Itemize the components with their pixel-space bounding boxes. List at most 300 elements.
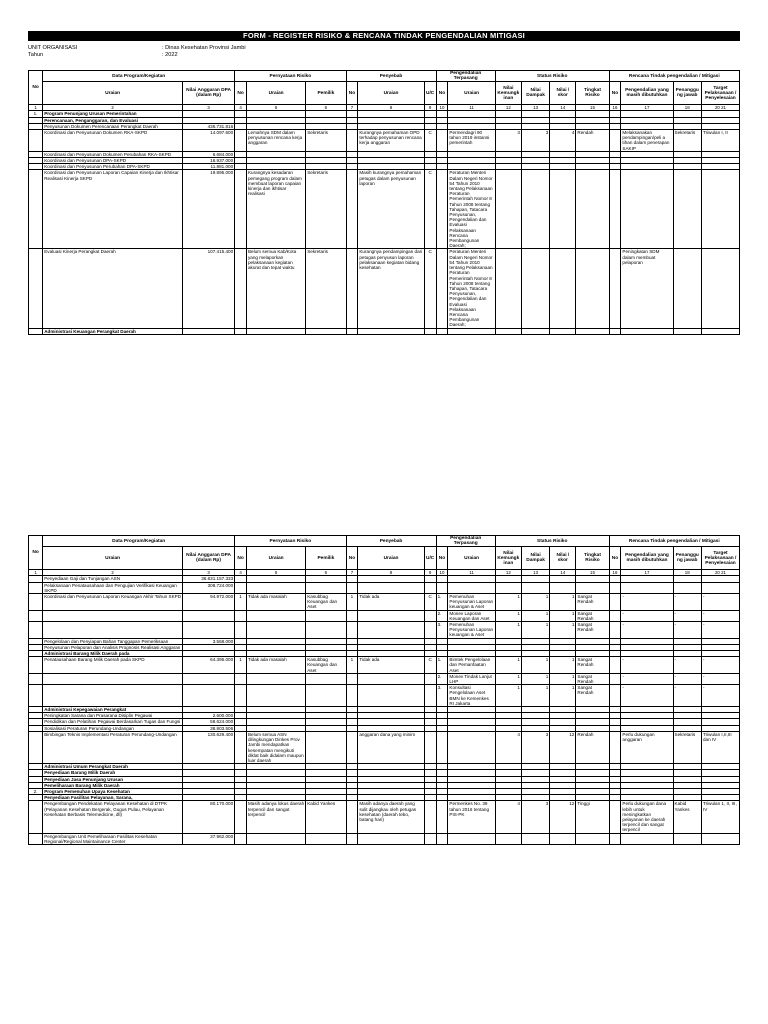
column-number: 5 xyxy=(246,105,305,111)
cell-budget: 37.962.000 xyxy=(183,833,235,844)
cell-l: 1 xyxy=(495,610,521,621)
header-no: No xyxy=(29,71,43,105)
cell-cno xyxy=(346,610,358,621)
cell-rno xyxy=(235,582,247,593)
cell-budget: 80.170.000 xyxy=(183,801,235,833)
cell-rno xyxy=(235,673,247,684)
meta-unit-organisasi xyxy=(28,45,246,52)
cell-pno xyxy=(436,170,448,249)
group-header-program: Data Program/Kegiatan xyxy=(43,536,235,547)
column-number: 9 xyxy=(424,105,436,111)
cell-no xyxy=(29,685,43,707)
group-header-plan: Rencana Tindak pengendalian / Mitigasi xyxy=(609,71,739,82)
cell-uc: C xyxy=(424,657,436,674)
column-number: 4 xyxy=(235,105,247,111)
cell-l xyxy=(495,582,521,593)
cell-rno xyxy=(235,328,247,334)
cell-pno: 2. xyxy=(436,610,448,621)
cell-program xyxy=(43,673,183,684)
column-header: No xyxy=(609,82,621,105)
cell-l: 1 xyxy=(495,622,521,639)
cell-budget: 2.600.000 xyxy=(183,713,235,719)
table-row xyxy=(29,685,740,707)
cell-cause xyxy=(358,582,424,593)
column-header: Nilai Anggaran DPA (dalam Rp) xyxy=(183,82,235,105)
column-header: No xyxy=(235,547,247,570)
cell-control: Konsultasi Pengelolaan Aset BMN ke Kemenkes RI Jakarta xyxy=(448,685,495,707)
cell-owner xyxy=(306,328,346,334)
column-header: Pemilik xyxy=(306,82,346,105)
cell-level xyxy=(576,170,609,249)
column-header: U/C xyxy=(424,547,436,570)
column-header: Nilai / skor xyxy=(550,82,576,105)
column-header: Uraian xyxy=(358,547,424,570)
cell-no xyxy=(29,328,43,334)
column-header: Uraian xyxy=(448,547,495,570)
column-number: 3 xyxy=(183,105,235,111)
column-number: 12 xyxy=(495,105,521,111)
cell-budget: 16.937.000 xyxy=(183,158,235,164)
cell-program: Pengembangan Unit Pemeliharaan Fasilitas Kesehatan Regional/Regional Maintainance Center xyxy=(43,833,183,844)
cell-program: Koordinasi dan Penyusunan Perubahan DPA-SKPD xyxy=(43,164,183,170)
cell-target xyxy=(701,582,739,593)
cell-s: 1 xyxy=(550,594,576,611)
column-number: 20 xyxy=(714,570,720,576)
cell-level: Sangat Rendah xyxy=(576,685,609,707)
cell-mno xyxy=(609,673,621,684)
cell-program: Koordinasi dan Penyusunan DPA-SKPD xyxy=(43,158,183,164)
column-header: Uraian xyxy=(246,82,305,105)
group-header-control: Pengendalian Terpasang xyxy=(436,536,495,547)
column-header: Uraian xyxy=(358,82,424,105)
cell-owner xyxy=(306,833,346,844)
cell-program: Penatausahaan Barang Milik Daerah pada SKPD xyxy=(43,657,183,674)
cell-pno xyxy=(436,328,448,334)
cell-owner: Sekretaris xyxy=(306,130,346,152)
cell-uc xyxy=(424,685,436,707)
cell-d: 1 xyxy=(521,685,549,707)
cell-no xyxy=(29,170,43,249)
cell-pic: Sekretaris xyxy=(673,731,701,763)
cell-mno xyxy=(609,622,621,639)
cell-l xyxy=(495,170,521,249)
column-header: Pemilik xyxy=(306,547,346,570)
cell-budget: 107.415.400 xyxy=(183,249,235,328)
cell-rno xyxy=(235,731,247,763)
column-number: 18 xyxy=(673,105,701,111)
cell-pno xyxy=(436,833,448,844)
cell-need: - xyxy=(621,610,673,621)
cell-risk: Tidak ada masalah xyxy=(246,594,305,611)
cell-owner: Sekretaris xyxy=(306,249,346,328)
cell-need xyxy=(621,833,673,844)
cell-d xyxy=(521,328,549,334)
cell-need: - xyxy=(621,622,673,639)
cell-mno xyxy=(609,801,621,833)
cell-program: Penyediaan Jasa Penunjang Urusan xyxy=(43,776,183,782)
cell-cno xyxy=(346,833,358,844)
cell-program: Penyusunan Dokumen Perencanaan Perangkat Daerah xyxy=(43,123,183,129)
cell-cause: anggaran dana yang minim xyxy=(358,731,424,763)
cell-rno xyxy=(235,685,247,707)
cell-s xyxy=(550,833,576,844)
cell-s: 1 xyxy=(550,657,576,674)
cell-control xyxy=(448,582,495,593)
cell-control: Monev Laporan Keuangan dan Aset xyxy=(448,610,495,621)
cell-cause: Tidak ada xyxy=(358,657,424,674)
cell-cause xyxy=(358,685,424,707)
cell-cause xyxy=(358,673,424,684)
cell-s: 1 xyxy=(550,610,576,621)
cell-cause xyxy=(358,622,424,639)
group-header-program: Data Program/Kegiatan xyxy=(43,71,235,82)
cell-budget: 94.972.000 xyxy=(183,594,235,611)
cell-owner: Kasubbag Keuangan dan Aset xyxy=(306,594,346,611)
column-header: No xyxy=(346,82,358,105)
cell-pic xyxy=(673,833,701,844)
cell-rno xyxy=(235,130,247,152)
cell-need: - xyxy=(621,673,673,684)
cell-target: - xyxy=(701,610,739,621)
cell-l xyxy=(495,249,521,328)
column-number: 20 xyxy=(714,105,720,111)
cell-uc xyxy=(424,731,436,763)
column-number: 14 xyxy=(550,570,576,576)
cell-pic: - xyxy=(673,594,701,611)
cell-program: Bimbingan Teknis Implementasi Peraturan Perundang-Undangan xyxy=(43,731,183,763)
cell-uc xyxy=(424,610,436,621)
cell-s: 4 xyxy=(550,130,576,152)
meta-value: : 2022 xyxy=(162,52,178,58)
cell-s xyxy=(550,582,576,593)
cell-l: 1 xyxy=(495,657,521,674)
cell-program: Penyediaan Fasilitas Pelayanan, Sarana, xyxy=(43,795,183,801)
cell-d: 1 xyxy=(521,610,549,621)
cell-owner: Kasubbag Keuangan dan Aset xyxy=(306,657,346,674)
cell-program: Pendidikan dan Pelatihan Pegawai Berdasarkan Tugas dan Fungsi xyxy=(43,719,183,725)
cell-control: Bimtek Pengelolaan dan Pemanfaatan Aset xyxy=(448,657,495,674)
cell-target: Triwulan I, II xyxy=(701,130,739,152)
cell-mno xyxy=(609,731,621,763)
cell-l: 3 xyxy=(495,130,521,152)
cell-risk: Belum semua ASN dilingkungan Dinkes Prov Jambi mendapatkan kesempatan mengikuti diklat baik didalam maupun luar daerah xyxy=(246,731,305,763)
column-number: 15 xyxy=(576,570,609,576)
cell-budget: 14.097.600 xyxy=(183,130,235,152)
cell-level: Sangat Rendah xyxy=(576,657,609,674)
cell-pic: Kabid Yankes xyxy=(673,801,701,833)
cell-cno: 1 xyxy=(346,594,358,611)
cell-need: - xyxy=(621,657,673,674)
cell-s: 1 xyxy=(550,685,576,707)
group-header-risk: Pernyataan Risiko xyxy=(235,536,346,547)
table-row xyxy=(29,170,740,249)
form-title: FORM - REGISTER RISIKO & RENCANA TINDAK PENGENDALIAN MITIGASI xyxy=(28,31,740,41)
column-header: No xyxy=(436,82,448,105)
column-header: Nilai Kemungkinan xyxy=(495,547,521,570)
cell-mno xyxy=(609,833,621,844)
cell-uc: C xyxy=(424,170,436,249)
cell-mno xyxy=(609,582,621,593)
cell-pno xyxy=(436,130,448,152)
group-header-plan: Rencana Tindak pengendalian / Mitigasi xyxy=(609,536,739,547)
cell-no xyxy=(29,130,43,152)
cell-program: Pengelolaan dan Penyiapan Bahan Tanggapan Pemeriksaan xyxy=(43,638,183,644)
cell-pic xyxy=(673,249,701,328)
cell-pno: 3. xyxy=(436,685,448,707)
column-header: Tingkat Risiko xyxy=(576,547,609,570)
column-header: U/C xyxy=(424,82,436,105)
group-header-status: Status Risiko xyxy=(495,536,609,547)
column-header: Penanggung jawab xyxy=(673,547,701,570)
cell-risk xyxy=(246,673,305,684)
cell-l: 1 xyxy=(495,685,521,707)
cell-rno xyxy=(235,170,247,249)
column-number: 7 xyxy=(346,105,358,111)
cell-d: 1 xyxy=(521,673,549,684)
cell-control: Pemenuhan Penyusunan Laporan keuangan & Aset xyxy=(448,622,495,639)
column-header: No xyxy=(235,82,247,105)
table-row xyxy=(29,249,740,328)
column-number: 11 xyxy=(448,570,495,576)
column-number: 21 xyxy=(721,105,726,111)
cell-cause xyxy=(358,610,424,621)
cell-budget xyxy=(183,328,235,334)
cell-cause: Tidak ada xyxy=(358,594,424,611)
cell-rno: 1 xyxy=(235,594,247,611)
cell-pic xyxy=(673,582,701,593)
cell-s xyxy=(550,249,576,328)
column-header: Pengendalian yang masih dibutuhkan xyxy=(621,547,673,570)
cell-uc xyxy=(424,801,436,833)
cell-d: 1 xyxy=(521,622,549,639)
cell-owner xyxy=(306,685,346,707)
cell-budget xyxy=(183,610,235,621)
column-header: Uraian xyxy=(43,547,183,570)
cell-mno xyxy=(609,328,621,334)
cell-program: Program Penunjang Urusan Pemerintahan xyxy=(43,111,183,117)
cell-d: 3 xyxy=(521,130,549,152)
cell-control: Peraturan Menteri Dalam Negeri Nomor 54 Tahun 2010 tentang Pelaksanaan Peraturan Pemerintah Nomor 8 Tahun 2008 tentang Tahapan, Tatacara Penyusunan, Pengendalian dan Evaluasi Pelaksanaan Rencana Pembangunan Daerah; xyxy=(448,249,495,328)
cell-uc xyxy=(424,833,436,844)
column-header: Target Pelaksanaan / Penyelesaian xyxy=(701,82,739,105)
cell-uc xyxy=(424,673,436,684)
cell-cno xyxy=(346,328,358,334)
column-number: 15 xyxy=(576,105,609,111)
cell-budget: 436.731.816 xyxy=(183,123,235,129)
cell-no xyxy=(29,731,43,763)
cell-program: Pemeliharaan Barang Milik Daerah xyxy=(43,782,183,788)
cell-mno xyxy=(609,685,621,707)
cell-l: 1 xyxy=(495,673,521,684)
column-header: No xyxy=(609,547,621,570)
section-row xyxy=(29,328,740,334)
column-header: Nilai Kemungkinan xyxy=(495,82,521,105)
cell-risk xyxy=(246,685,305,707)
cell-rno xyxy=(235,801,247,833)
cell-cno xyxy=(346,685,358,707)
cell-pno xyxy=(436,731,448,763)
cell-pno: 3. xyxy=(436,622,448,639)
cell-pno: 1. xyxy=(436,657,448,674)
column-header: Tingkat Risiko xyxy=(576,82,609,105)
column-header: Pengendalian yang masih dibutuhkan xyxy=(621,82,673,105)
cell-need xyxy=(621,328,673,334)
column-header: Nilai Anggaran DPA (dalam Rp) xyxy=(183,547,235,570)
column-header: Nilai Dampak xyxy=(521,547,549,570)
cell-no: 1. xyxy=(29,111,43,117)
cell-d: 1 xyxy=(521,657,549,674)
column-header-row xyxy=(29,82,740,105)
group-header-status: Status Risiko xyxy=(495,71,609,82)
cell-target xyxy=(701,833,739,844)
cell-mno xyxy=(609,594,621,611)
column-number: 3 xyxy=(183,570,235,576)
table-row xyxy=(29,130,740,152)
column-number: 9 xyxy=(424,570,436,576)
cell-rno xyxy=(235,610,247,621)
cell-l: 4 xyxy=(495,801,521,833)
cell-owner xyxy=(306,731,346,763)
table-row xyxy=(29,833,740,844)
column-number: 10 xyxy=(436,105,448,111)
cell-target: - xyxy=(701,673,739,684)
cell-program: Administrasi Barang Milik Daerah pada xyxy=(43,651,183,657)
cell-s xyxy=(550,328,576,334)
cell-target: - xyxy=(701,657,739,674)
column-number: 2 xyxy=(43,570,183,576)
cell-program: Administrasi Umum Perangkat Daerah xyxy=(43,764,183,770)
cell-pic xyxy=(673,328,701,334)
cell-program: Administrasi Kepegawaian Perangkat xyxy=(43,707,183,713)
cell-d xyxy=(521,833,549,844)
cell-l: 1 xyxy=(495,594,521,611)
cell-level: Sangat Rendah xyxy=(576,622,609,639)
cell-l xyxy=(495,328,521,334)
cell-program: Program Pemenuhan Upaya Kesehatan xyxy=(43,788,183,794)
column-number: 17 xyxy=(621,570,673,576)
cell-cause xyxy=(358,328,424,334)
table-row xyxy=(29,594,740,611)
cell-cause xyxy=(358,833,424,844)
cell-mno xyxy=(609,130,621,152)
cell-uc: C xyxy=(424,130,436,152)
cell-control xyxy=(448,833,495,844)
cell-pno xyxy=(436,801,448,833)
cell-program: Koordinasi dan Penyusunan Laporan Capaian Kinerja dan Ikhtisar Realisasi Kinerja SKPD xyxy=(43,170,183,249)
column-number: 6 xyxy=(306,570,346,576)
cell-budget: 130.629.400 xyxy=(183,731,235,763)
cell-need xyxy=(621,170,673,249)
cell-cause: Masih kurangnya pemahaman petugas dalam penyusunan laporan xyxy=(358,170,424,249)
column-header: Nilai Dampak xyxy=(521,82,549,105)
cell-budget: 64.395.000 xyxy=(183,657,235,674)
cell-no xyxy=(29,833,43,844)
cell-d: 3 xyxy=(521,801,549,833)
cell-cno xyxy=(346,731,358,763)
cell-need: Perlu dukungan anggaran xyxy=(621,731,673,763)
cell-no xyxy=(29,610,43,621)
cell-uc: C xyxy=(424,249,436,328)
column-header: No xyxy=(436,547,448,570)
cell-budget xyxy=(183,622,235,639)
cell-uc xyxy=(424,328,436,334)
cell-pic xyxy=(673,170,701,249)
cell-pno xyxy=(436,582,448,593)
cell-uc xyxy=(424,622,436,639)
cell-no xyxy=(29,673,43,684)
column-header: Target Pelaksanaan / Penyelesaian xyxy=(701,547,739,570)
cell-d: 3 xyxy=(521,731,549,763)
cell-rno: 1 xyxy=(235,657,247,674)
cell-program: Penyusunan Pelaporan dan Analisis Prognosis Realisasi Anggaran xyxy=(43,644,183,650)
cell-level: Rendah xyxy=(576,731,609,763)
cell-target xyxy=(701,328,739,334)
group-header-cause: Penyebab xyxy=(346,536,436,547)
table-row xyxy=(29,731,740,763)
meta-label: UNIT ORGANISASI xyxy=(28,45,78,51)
cell-program: Koordinasi dan Penyusunan Laporan Keuangan Akhir Tahun SKPD xyxy=(43,594,183,611)
cell-cno xyxy=(346,170,358,249)
cell-risk: Masih adanya lokus daerah terpencil dan sangat terpencil xyxy=(246,801,305,833)
group-header-row xyxy=(29,71,740,82)
cell-pic: Sekretaris xyxy=(673,130,701,152)
column-header: Uraian xyxy=(448,82,495,105)
cell-control: Permendagri 90 tahun 2019 instansi pemerintah xyxy=(448,130,495,152)
cell-risk xyxy=(246,582,305,593)
cell-s: 12 xyxy=(550,731,576,763)
cell-cno xyxy=(346,673,358,684)
column-number: 13 xyxy=(521,105,549,111)
table-row xyxy=(29,801,740,833)
cell-no xyxy=(29,249,43,328)
cell-uc: C xyxy=(424,594,436,611)
column-number: 11 xyxy=(448,105,495,111)
table-row xyxy=(29,673,740,684)
cell-risk: Kurangnya kesadaran pemegang program dalam membuat laporan capaian kinerja dan ikhtisar realisasi xyxy=(246,170,305,249)
column-number: 1 xyxy=(29,570,43,576)
group-header-cause: Penyebab xyxy=(346,71,436,82)
cell-risk: Tidak ada masalah xyxy=(246,657,305,674)
cell-control xyxy=(448,328,495,334)
cell-budget: 308.724.000 xyxy=(183,582,235,593)
cell-target xyxy=(701,170,739,249)
cell-risk xyxy=(246,610,305,621)
meta-value: : Dinas Kesehatan Provinsi Jambi xyxy=(162,45,246,51)
cell-d: 1 xyxy=(521,594,549,611)
cell-rno xyxy=(235,622,247,639)
table-row xyxy=(29,622,740,639)
cell-program: Penyediaan Gaji dan Tunjangan ASN xyxy=(43,576,183,582)
cell-need: Melaksanakan pendampingan/peli a tihan dalam penerapan SAKIP xyxy=(621,130,673,152)
cell-program xyxy=(43,622,183,639)
cell-level: Sangat Rendah xyxy=(576,594,609,611)
cell-mno xyxy=(609,610,621,621)
cell-pic: - xyxy=(673,622,701,639)
column-number: 14 xyxy=(550,105,576,111)
cell-mno xyxy=(609,249,621,328)
meta-tahun xyxy=(28,52,178,59)
cell-d xyxy=(521,170,549,249)
cell-risk xyxy=(246,833,305,844)
group-header-control: Pengendalian Terpasang xyxy=(436,71,495,82)
cell-budget xyxy=(183,685,235,707)
cell-budget: 11.881.000 xyxy=(183,164,235,170)
cell-need: - xyxy=(621,685,673,707)
column-number: 8 xyxy=(358,570,424,576)
column-number: 5 xyxy=(246,570,305,576)
cell-pno xyxy=(436,249,448,328)
cell-s: 12 xyxy=(550,801,576,833)
